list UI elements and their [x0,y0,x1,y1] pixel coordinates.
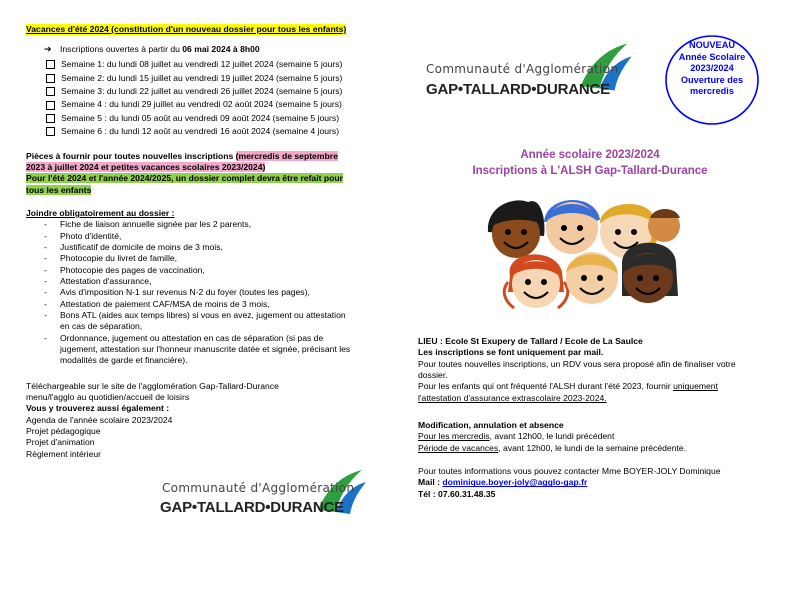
pieces-block: Pièces à fournir pour toutes nouvelles inscriptions (mercredis de septembre 2023 à juillet 2024 et petites vacances scolaires 2023/2024) Pour l'été 2024 et l'année 2024/2025, un dossier complet devra être refait pour tous les enfants [26,150,343,195]
title-inscriptions: Inscriptions à L'ALSH Gap-Tallard-Durance [472,164,708,177]
logo-main-text: GAP•TALLARD•DURANCE [160,499,344,516]
document-item: - Justificatif de domicile de moins de 3 mois, [44,241,223,252]
face-5 [504,254,568,308]
document-item: - Photocopie des pages de vaccination, [44,264,205,275]
checkbox-icon[interactable] [46,114,55,123]
vacances-title: Vacances d'été 2024 (constitution d'un nouveau dossier pour tous les enfants) [26,24,347,34]
arrow-right-icon: ➔ [44,45,52,56]
document-item: - Photo d'identité, [44,230,122,241]
document-item: - Fiche de liaison annuelle signée par les 2 parents, [44,219,252,230]
checkbox-icon[interactable] [46,127,55,136]
checkbox-icon[interactable] [46,60,55,69]
checkbox-icon[interactable] [46,87,55,96]
resource-item: Agenda de l'année scolaire 2023/2024 [26,414,173,425]
face-6 [566,252,618,304]
tel: Tél : 07.60.31.48.35 [418,488,496,499]
week-item[interactable]: Semaine 6 : du lundi 12 août au vendredi 16 août 2024 (semaine 4 jours) [46,125,386,138]
logo-top-text: Communauté d'Agglomération [162,481,355,495]
week-item[interactable]: Semaine 2: du lundi 15 juillet au vendredi 19 juillet 2024 (semaine 5 jours) [46,72,386,85]
document-item: - Photocopie du livret de famille, [44,253,178,264]
telechargeable-block: Téléchargeable sur le site de l'agglomération Gap-Tallard-Durance menu/l'agglo au quotidien/accueil de loisirs Vous y trouverez aussi également : Agenda de l'année scolaire 2023/2024 Projet pédagogique Projet d'animation Règlement intérieur [26,381,386,460]
agglo-logo-top [426,38,636,98]
face-1 [488,200,545,258]
inscriptions-line: ➔ Inscriptions ouvertes à partir du 06 mai 2024 à 8h00 [44,44,260,56]
children-faces-illustration [484,192,684,332]
modif-title: Modification, annulation et absence [418,420,564,431]
document-item: - Bons ATL (aides aux temps libres) si vous en avez, jugement ou attestation en cas de séparation, [44,310,346,332]
document-item: - Avis d'imposition N-1 sur revenus N-2 du foyer (toutes les pages), [44,287,310,298]
checkbox-icon[interactable] [46,101,55,110]
nouveau-badge [664,34,760,126]
lieu: LIEU : Ecole St Exupery de Tallard / Ecole de La Saulce [418,336,643,346]
document-item: - Attestation de paiement CAF/MSA de moins de 3 mois, [44,298,270,309]
joindre-title: Joindre obligatoirement au dossier : [26,207,175,218]
document-item: - Ordonnance, jugement ou attestation en cas de séparation (si pas de jugement, attestation sur l'honneur manuscrite datée et signée, précisant les modalités de garde et financière). [44,332,351,366]
logo-main-text: GAP•TALLARD•DURANCE [426,81,610,98]
week-item[interactable]: Semaine 1: du lundi 08 juillet au vendredi 12 juillet 2024 (semaine 5 jours) [46,58,386,71]
checkbox-icon[interactable] [46,74,55,83]
weeks-list [26,58,386,138]
right-title [430,148,750,179]
mail-link[interactable]: dominique.boyer-joly@agglo-gap.fr [442,477,588,488]
week-item[interactable]: Semaine 3: du lundi 22 juillet au vendredi 26 juillet 2024 (semaine 5 jours) [46,85,386,98]
resource-item: Règlement intérieur [26,448,101,459]
nouveau-text: NOUVEAU Année Scolaire 2023/2024 Ouverture des mercredis [678,40,746,96]
resource-item: Projet pédagogique [26,426,101,437]
logo-top-text: Communauté d'Agglomération [426,62,619,76]
documents-list [26,219,386,366]
mail-only: Les inscriptions se font uniquement par mail. [418,347,604,358]
right-info: LIEU : Ecole St Exupery de Tallard / Ecole de La Saulce Les inscriptions se font uniquement par mail. Pour toutes nouvelles inscriptions, un RDV vous sera proposé afin de finaliser votre dossier. Pour les enfants qui ont fréquenté l'ALSH durant l'été 2023, fournir uniquement l'attestation d'assurance extrascolaire 2023-2024. Modification, annulation et absence Pour les mercredis, avant 12h00, le lundi précédent Période de vacances, avant 12h00, le lundi de la semaine précédente. Pour toutes informations vous pouvez contacter Mme BOYER-JOLY Dominique Mail : dominique.boyer-joly@agglo-gap.fr Tél : 07.60.31.48.35 [418,336,788,500]
title-year: Année scolaire 2023/2024 [520,149,660,161]
week-item[interactable]: Semaine 5 : du lundi 05 août au vendredi 09 août 2024 (semaine 5 jours) [46,112,386,125]
document-item: - Attestation d'assurance, [44,276,152,286]
face-4 [648,209,680,242]
agglo-logo-bottom [160,470,370,520]
contact: Pour toutes informations vous pouvez contacter Mme BOYER-JOLY Dominique [418,466,721,477]
resource-item: Projet d'animation [26,437,95,448]
week-item[interactable]: Semaine 4 : du lundi 29 juillet au vendredi 02 août 2024 (semaine 5 jours) [46,98,386,111]
face-7 [622,243,678,303]
face-2 [544,200,600,254]
left-column [26,24,386,460]
